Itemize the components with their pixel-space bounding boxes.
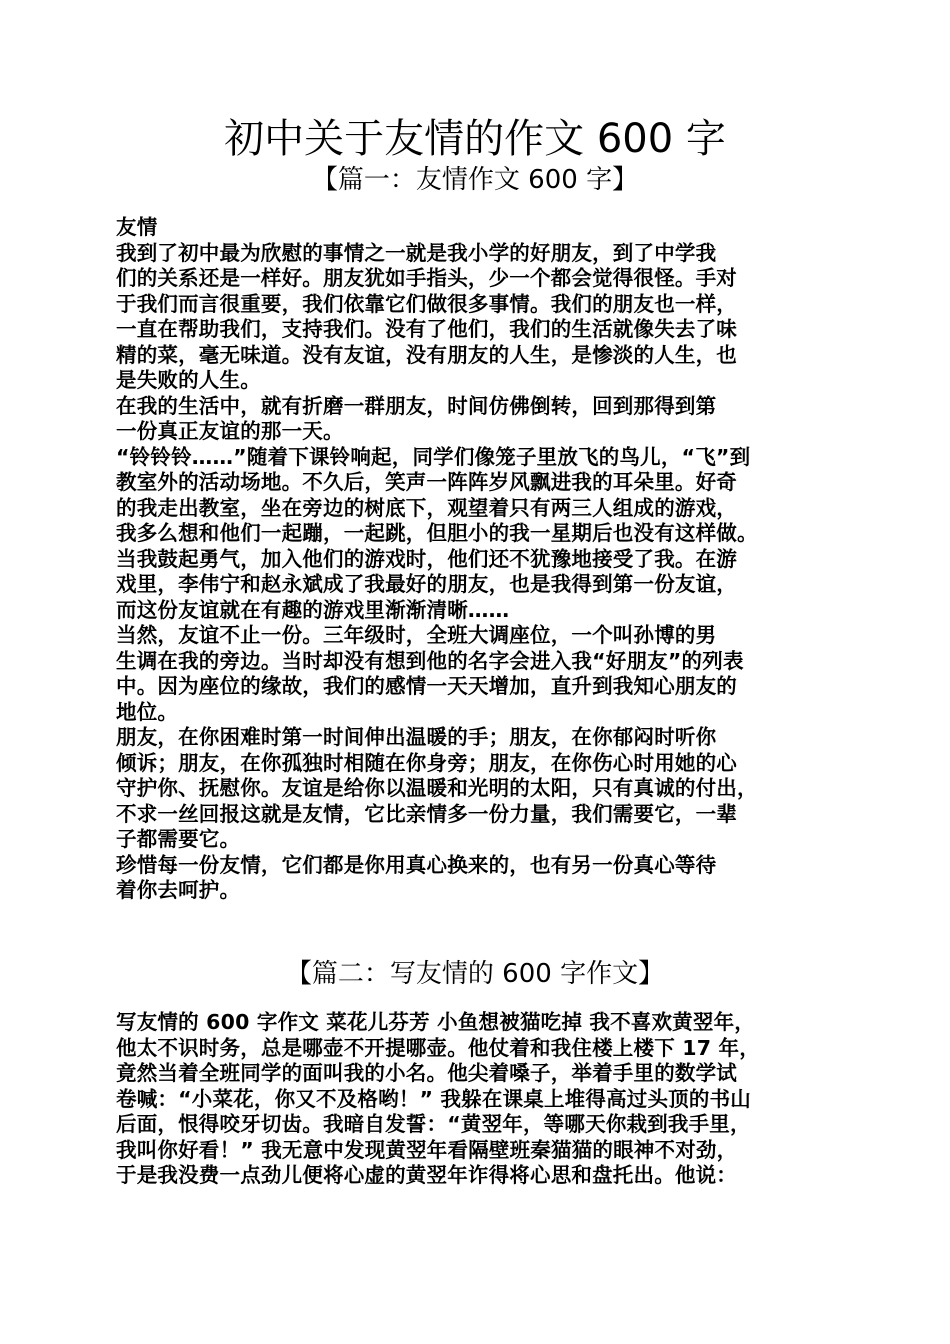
- paragraph-line: 精的菜，毫无味道。没有友谊，没有朋友的人生，是惨淡的人生，也: [116, 342, 737, 367]
- paragraph-line: 友情: [116, 215, 158, 239]
- section-1-body: [116, 215, 844, 904]
- section-heading-2: 【篇二：写友情的 600 字作文】: [285, 959, 665, 989]
- paragraph-line: 后面，恨得咬牙切齿。我暗自发誓：“黄翌年，等哪天你栽到我手里，: [116, 1112, 751, 1136]
- paragraph-line: 当然，友谊不止一份。三年级时，全班大调座位，一个叫孙博的男: [116, 623, 717, 647]
- document-title: 初中关于友情的作文 600 字: [224, 116, 726, 162]
- paragraph-line: 教室外的活动场地。不久后，笑声一阵阵岁风飘进我的耳朵里。好奇: [116, 470, 737, 494]
- paragraph-line: 着你去呵护。: [116, 878, 241, 902]
- paragraph-line: 倾诉；朋友，在你孤独时相随在你身旁；朋友，在你伤心时用她的心: [116, 750, 737, 775]
- paragraph-line: 是失败的人生。: [116, 368, 261, 392]
- paragraph-line: 我多么想和他们一起蹦，一起跳，但胆小的我一星期后也没有这样做。: [116, 521, 758, 545]
- paragraph-line: 当我鼓起勇气，加入他们的游戏时，他们还不犹豫地接受了我。在游: [116, 546, 737, 571]
- paragraph-line: 在我的生活中，就有折磨一群朋友，时间仿佛倒转，回到那得到第: [116, 393, 717, 418]
- paragraph-line: 地位。: [116, 699, 179, 724]
- paragraph-line: 卷喊：“小菜花，你又不及格哟！” 我躲在课桌上堆得高过头顶的书山: [116, 1086, 751, 1111]
- paragraph-line: 一份真正友谊的那一天。: [116, 419, 344, 443]
- paragraph-line: 生调在我的旁边。当时却没有想到他的名字会进入我“好朋友”的列表: [116, 648, 744, 673]
- paragraph-line: 中。因为座位的缘故，我们的感情一天天增加，直升到我知心朋友的: [116, 674, 737, 698]
- paragraph-line: 一直在帮助我们，支持我们。没有了他们，我们的生活就像失去了味: [116, 317, 737, 341]
- paragraph-line: 竟然当着全班同学的面叫我的小名。他尖着嗓子，举着手里的数学试: [116, 1061, 737, 1085]
- paragraph-line: 守护你、抚慰你。友谊是给你以温暖和光明的太阳，只有真诚的付出，: [116, 776, 758, 800]
- paragraph-line: 戏里，李伟宁和赵永斌成了我最好的朋友，也是我得到第一份友谊，: [116, 572, 737, 596]
- paragraph-line: “铃铃铃……”随着下课铃响起，同学们像笼子里放飞的鸟儿，“飞”到: [116, 444, 751, 469]
- paragraph-line: 朋友，在你困难时第一时间伸出温暖的手；朋友，在你郁闷时听你: [116, 725, 717, 749]
- paragraph-line: 我叫你好看！” 我无意中发现黄翌年看隔壁班秦猫猫的眼神不对劲，: [116, 1137, 738, 1162]
- section-heading-1: 【篇一：友情作文 600 字】: [311, 165, 639, 195]
- paragraph-line: 不求一丝回报这就是友情，它比亲情多一份力量，我们需要它，一辈: [116, 801, 737, 826]
- paragraph-line: 于我们而言很重要，我们依靠它们做很多事情。我们的朋友也一样，: [116, 291, 737, 316]
- paragraph-line: 珍惜每一份友情，它们都是你用真心换来的，也有另一份真心等待: [116, 852, 717, 877]
- paragraph-line: 写友情的 600 字作文 菜花儿芬芳 小鱼想被猫吃掉 我不喜欢黄翌年，: [116, 1010, 755, 1034]
- paragraph-line: 于是我没费一点劲儿便将心虚的黄翌年诈得将心思和盘托出。他说：: [116, 1163, 737, 1187]
- section-2-body: [116, 1010, 844, 1189]
- paragraph-line: 我到了初中最为欣慰的事情之一就是我小学的好朋友，到了中学我: [116, 240, 717, 265]
- paragraph-line: 们的关系还是一样好。朋友犹如手指头，少一个都会觉得很怪。手对: [116, 266, 737, 290]
- paragraph-line: 而这份友谊就在有趣的游戏里渐渐清晰……: [116, 597, 510, 622]
- paragraph-line: 他太不识时务，总是哪壶不开提哪壶。他仗着和我住楼上楼下 17 年，: [116, 1035, 760, 1060]
- paragraph-line: 的我走出教室，坐在旁边的树底下，观望着只有两三人组成的游戏，: [116, 495, 737, 520]
- paragraph-line: 子都需要它。: [116, 827, 241, 851]
